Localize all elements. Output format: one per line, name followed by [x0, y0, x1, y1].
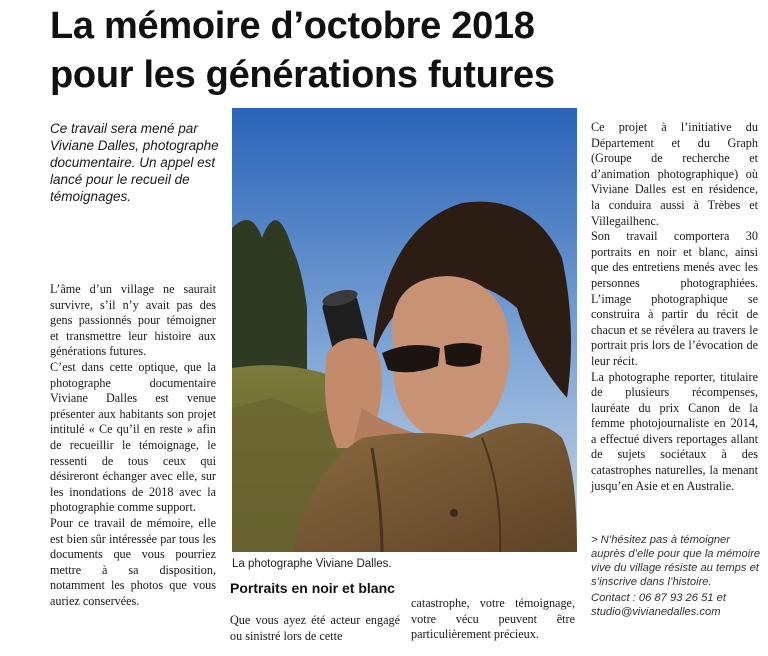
portrait-photo-illustration	[232, 108, 577, 552]
paragraph: C’est dans cette optique, que la photographe documentaire Viviane Dalles est venue présenter aux habitants son projet intitulé « Ce qu’il en reste » afin de recueillir le témoignage, le ressenti de tous ceux qui désireront échanger avec elle, sur les inondations de 2018 avec la photographie comme support.	[50, 359, 216, 515]
paragraph: catastrophe, votre témoignage, votre vécu peuvent être particulièrement précieux.	[411, 596, 575, 642]
paragraph: Ce projet à l’initiative du Département et du Graph (Groupe de recherche et d’animation photographique) où Viviane Dalles est en résidence, la conduira aussi à Trèbes et Villegailhenc.	[591, 120, 758, 228]
column-2b-text	[411, 596, 575, 643]
portrait-photo	[232, 108, 577, 552]
headline	[50, 2, 760, 100]
paragraph: Pour ce travail de mémoire, elle est bien sûr intéressée par tous les documents que vous pourriez mettre à sa disposition, notamment les photos que vous auriez conservées.	[50, 515, 216, 608]
column-2-text	[230, 613, 400, 644]
column-1	[50, 282, 216, 609]
paragraph: Que vous ayez été acteur engagé ou sinistré lors de cette	[230, 613, 400, 643]
contact-info: Contact : 06 87 93 26 51 et studio@vivianedalles.com	[591, 592, 726, 618]
paragraph: Son travail comportera 30 portraits en noir et blanc, ainsi que des entretiens menés avec les personnes photographiées. L’image photographique se construira à partir du récit de chacun et se révélera au travers le portrait pris lors de l’évocation de leur récit.	[591, 229, 758, 368]
subheading: Portraits en noir et blanc	[230, 580, 395, 596]
paragraph: La photographe reporter, titulaire de plusieurs récompenses, lauréate du prix Canon de la femme photojournaliste en 2014, a effectué divers reportages allant de sujets sociétaux à des catastrophes naturelles, la menant jusqu’en Asie et en Australie.	[591, 369, 758, 493]
photo-caption: La photographe Viviane Dalles.	[232, 558, 392, 570]
headline-line-1: La mémoire d’octobre 2018	[50, 5, 535, 47]
info-box	[591, 533, 763, 619]
headline-line-2: pour les générations futures	[50, 54, 555, 96]
column-3	[591, 120, 758, 494]
info-text: > N’hésitez pas à témoigner auprès d’elle pour que la mémoire vive du village résiste au temps et s’inscrive dans l’histoire.	[591, 534, 761, 588]
standfirst: Ce travail sera mené par Viviane Dalles, photographe documentaire. Un appel est lancé pour le recueil de témoignages.	[50, 121, 219, 204]
paragraph: L’âme d’un village ne saurait survivre, s’il n’y avait pas des gens passionnés pour témoigner et transmettre leur histoire aux générations futures.	[50, 282, 216, 359]
